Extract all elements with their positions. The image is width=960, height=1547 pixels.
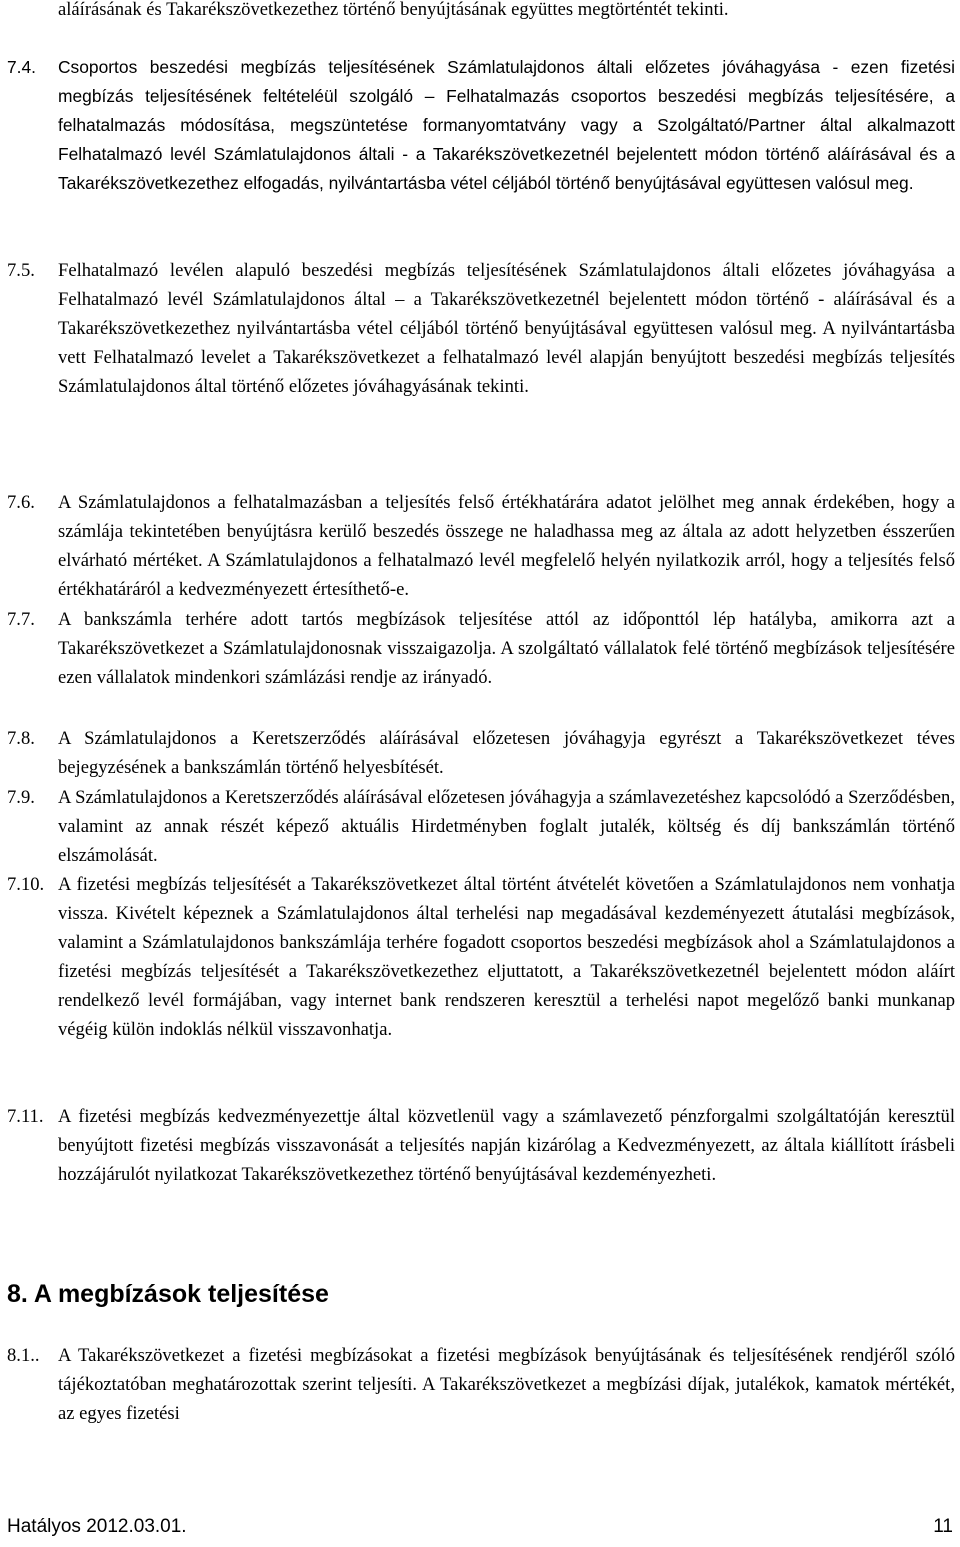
section-number: 7.11. [7,1106,44,1127]
section-8-1 [7,1341,955,1428]
section-7-6 [7,488,955,604]
section-7-5 [7,256,955,401]
section-number: 7.8. [7,728,35,749]
section-text: A bankszámla terhére adott tartós megbízások teljesítése attól az időponttól lép hatályba, amikorra azt a Takarékszövetkezet a Számlatulajdonosnak visszaigazolja. A szolgáltató vállalatok felé történő megbízások teljesítésére ezen vállalatok mindenkori számlázási rendje az irányadó. [58,609,955,688]
section-number: 7.4. [7,57,37,77]
section-7-10 [7,870,955,1044]
section-text: A Takarékszövetkezet a fizetési megbízásokat a fizetési megbízások benyújtásának és teljesítésének rendjéről szóló tájékoztatóban meghatározottak szerint teljesíti. A Takarékszövetkezet a megbízási díjak, jutalékok, kamatok mértékét, az egyes fizetési [58,1345,955,1424]
section-number: 8.1.. [7,1345,40,1366]
section-7-4 [7,53,955,198]
section-text: A fizetési megbízás teljesítését a Takarékszövetkezet által történt átvételét követően a Számlatulajdonos nem vonhatja vissza. Kivételt képeznek a Számlatulajdonos által terhelési nap megadásával kezdeményezett átutalási megbízások, valamint a Számlatulajdonos bankszámlája terhére fogadott csoportos beszedési megbízások ahol a Számlatulajdonos a fizetési megbízás teljesítését a Takarékszövetkezethez eljuttatott, a Takarékszövetkezetnél bejelentett módon aláírt rendelkező levél formájában, vagy internet bank rendszeren keresztül a terhelési napot megelőző banki munkanap végéig külön indoklás nélkül visszavonhatja. [58,874,955,1040]
section-number: 7.9. [7,787,35,808]
section-text: Felhatalmazó levélen alapuló beszedési megbízás teljesítésének Számlatulajdonos általi előzetes jóváhagyása a Felhatalmazó levél Számlatulajdonos által – a Takarékszövetkezetnél bejelentett módon történő - aláírásával és a Takarékszövetkezethez nyilvántartásba vétel céljából történő benyújtásával együttesen valósul meg. A nyilvántartásba vett Felhatalmazó levelet a Takarékszövetkezet a felhatalmazó levél alapján benyújtott beszedési megbízás teljesítés Számlatulajdonos által történő előzetes jóváhagyásának tekinti. [58,260,955,397]
section-text: A Számlatulajdonos a Keretszerződés aláírásával előzetesen jóváhagyja a számlavezetéshez kapcsolódó a Szerződésben, valamint az annak részét képező aktuális Hirdetményben foglalt jutalék, költség és díj bankszámlán történő elszámolását. [58,787,955,866]
section-text: A Számlatulajdonos a felhatalmazásban a teljesítés felső értékhatárára adatot jelölhet meg annak érdekében, hogy a számlája tekintetében benyújtásra kerülő beszedés összege ne haladhassa meg az általa az adott helyzetben ésszerűen elvárható mértéket. A Számlatulajdonos a felhatalmazó levél megfelelő helyén nyilatkozik arról, hogy a teljesítés felső értékhatáráról a kedvezményezett értesíthető-e. [58,492,955,600]
section-text: A fizetési megbízás kedvezményezettje által közvetlenül vagy a számlavezető pénzforgalmi szolgáltatóján keresztül benyújtott fizetési megbízás visszavonását a teljesítés napján kizárólag a Kedvezményezett, az általa kiállított írásbeli hozzájárulót nyilatkozat Takarékszövetkezethez történő benyújtásával kezdeményezheti. [58,1106,955,1185]
effective-date: Hatályos 2012.03.01. [7,1516,187,1537]
section-number: 7.5. [7,260,35,281]
section-7-11 [7,1102,955,1189]
section-7-9 [7,783,955,870]
page-number: 11 [933,1516,953,1537]
section-heading: 8. A megbízások teljesítése [7,1280,329,1308]
section-text: Csoportos beszedési megbízás teljesítésének Számlatulajdonos általi előzetes jóváhagyása - ezen fizetési megbízás teljesítésének feltételéül szolgáló – Felhatalmazás csoportos beszedési megbízás teljesítésére, a felhatalmazás módosítása, megszüntetése formanyomtatvány vagy a Szolgáltató/Partner által alkalmazott Felhatalmazó levél Számlatulajdonos általi - a Takarékszövetkezetnél bejelentett módon történő aláírásával és a Takarékszövetkezethez elfogadás, nyilvántartásba vétel céljából történő benyújtásával együttesen valósul meg. [58,57,955,193]
section-7-8 [7,724,955,782]
section-number: 7.10. [7,874,45,895]
continuation-paragraph: aláírásának és Takarékszövetkezethez történő benyújtásának együttes megtörténtét tekinti. [58,0,729,20]
section-text: A Számlatulajdonos a Keretszerződés aláírásával előzetesen jóváhagyja egyrészt a Takarékszövetkezet téves bejegyzésének a bankszámlán történő helyesbítését. [58,728,955,778]
section-number: 7.7. [7,609,35,630]
section-7-7 [7,605,955,692]
section-number: 7.6. [7,492,35,513]
page-footer [0,1512,960,1542]
